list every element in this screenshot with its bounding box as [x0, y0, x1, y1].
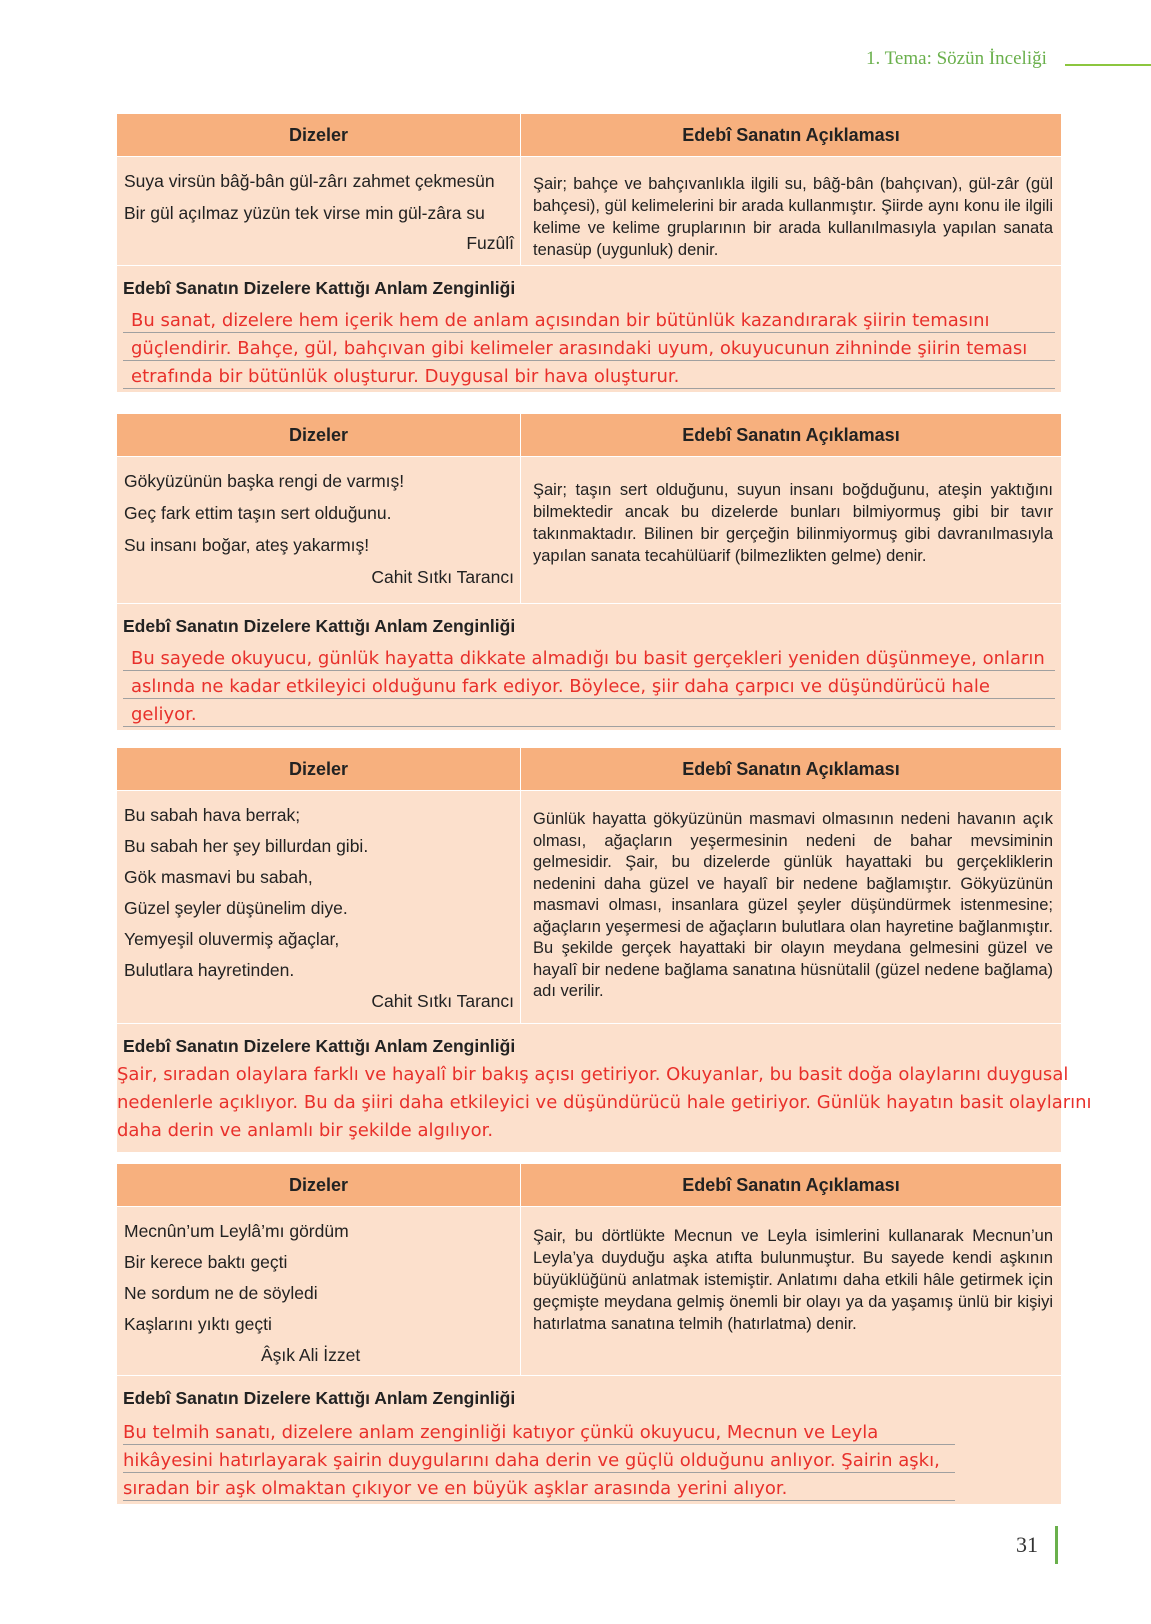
enrichment-section	[117, 604, 1061, 730]
header-rule	[1065, 64, 1151, 66]
explanation-cell: Şair; taşın sert olduğunu, suyun insanı boğduğunu, ateşin yaktığını bilmektedir ancak bu dizelerde bunları bilmiyormuş gibi bir tavır takınmaktadır. Bilinen bir gerçeğin bilinmiyormuş gibi davranılmasıyla yapılan sanata tecahülüarif (bilmezlikten gelme) denir.	[521, 457, 1061, 603]
answer-text[interactable]: Bu telmih sanatı, dizelere anlam zenginliği katıyor çünkü okuyucu, Mecnun ve Leyla hikâyesini hatırlayarak şairin duygularını daha derin ve güçlü olduğunu anlıyor. Şairin aşkı, sıradan bir aşk olmaktan çıkıyor ve en büyük aşklar arasında yerini alıyor.	[123, 1419, 955, 1503]
enrichment-section	[117, 266, 1061, 392]
explanation-header: Edebî Sanatın Açıklaması	[521, 748, 1061, 790]
explanation-cell: Şair; bahçe ve bahçıvanlıkla ilgili su, bâğ-bân (bahçıvan), gül-zâr (gül bahçesi), gül kelimelerini bir arada kullanmıştır. Şiirde aynı konu ile ilgili kelime ve kelime gruplarının bir arada kullanılmasıyla yapılan sanata tenasüp (uygunluk) denir.	[521, 157, 1061, 265]
chapter-title: 1. Tema: Sözün İnceliği	[866, 48, 1047, 69]
answer-text[interactable]: Bu sayede okuyucu, günlük hayatta dikkate almadığı bu basit gerçekleri yeniden düşünmeye, onların aslında ne kadar etkileyici olduğunu fark ediyor. Böylece, şiir daha çarpıcı ve düşündürücü hale geliyor.	[123, 645, 1055, 729]
verse-line: Su insanı boğar, ateş yakarmış!	[124, 535, 370, 555]
enrichment-section	[117, 1376, 1061, 1504]
verse-line: Gök masmavi bu sabah,	[124, 867, 313, 887]
verse-line: Gökyüzünün başka rengi de varmış!	[124, 471, 405, 491]
enrichment-title: Edebî Sanatın Dizelere Kattığı Anlam Zenginliği	[123, 1036, 516, 1056]
verse-line: Bir gül açılmaz yüzün tek virse min gül-zâra su	[124, 203, 485, 223]
verses-header: Dizeler	[117, 748, 520, 790]
verse-line: Suya virsün bâğ-bân gül-zârı zahmet çekmesün	[124, 171, 495, 191]
verses-header: Dizeler	[117, 414, 520, 456]
poet-name: Fuzûlî	[466, 233, 514, 253]
enrichment-section	[117, 1024, 1092, 1152]
verse-line: Bu sabah her şey billurdan gibi.	[124, 836, 369, 856]
answer-text[interactable]: Bu sanat, dizelere hem içerik hem de anlam açısından bir bütünlük kazandırarak şiirin temasını güçlendirir. Bahçe, gül, bahçıvan gibi kelimeler arasındaki uyum, okuyucunun zihninde şiirin teması etrafında bir bütünlük oluşturur. Duygusal bir hava oluşturur.	[123, 307, 1055, 391]
verses-cell	[117, 1207, 520, 1375]
explanation-header: Edebî Sanatın Açıklaması	[521, 114, 1061, 156]
analysis-block-2	[117, 414, 1061, 730]
verse-line: Güzel şeyler düşünelim diye.	[124, 898, 348, 918]
analysis-block-1	[117, 114, 1061, 392]
verse-line: Bu sabah hava berrak;	[124, 805, 301, 825]
verses-cell	[117, 791, 520, 1023]
verse-line: Bir kerece baktı geçti	[124, 1252, 288, 1272]
verses-header: Dizeler	[117, 1164, 520, 1206]
verse-line: Yemyeşil oluvermiş ağaçlar,	[124, 929, 340, 949]
explanation-cell: Günlük hayatta gökyüzünün masmavi olmasının nedeni havanın açık olması, ağaçların yeşermesinin nedeni de bahar mevsiminin gelmesidir. Şair, bu dizelerde günlük hayattaki bu gerçekliklerin nedenini daha güzel ve hayalî bir nedene bağlamıştır. Gökyüzünün masmavi olması, insanlara güzel şeyler düşündürmek istenmesine; ağaçların yeşermesi de ağaçların bulutlara olan hayretine bağlanmıştır. Bu şekilde gerçek hayattaki bir olayın meydana gelmesini güzel ve hayalî bir nedene bağlama sanatına hüsnütalil (güzel nedene bağlama) adı verilir.	[521, 791, 1061, 1023]
explanation-header: Edebî Sanatın Açıklaması	[521, 1164, 1061, 1206]
page-number-bar	[1055, 1526, 1058, 1564]
analysis-block-3	[117, 748, 1092, 1152]
enrichment-title: Edebî Sanatın Dizelere Kattığı Anlam Zenginliği	[123, 278, 516, 298]
enrichment-title: Edebî Sanatın Dizelere Kattığı Anlam Zenginliği	[123, 1388, 516, 1408]
page-number: 31	[1016, 1532, 1038, 1557]
verses-cell	[117, 157, 520, 265]
poet-name: Âşık Ali İzzet	[261, 1345, 361, 1365]
verse-line: Ne sordum ne de söyledi	[124, 1283, 318, 1303]
verses-cell	[117, 457, 520, 603]
verses-header: Dizeler	[117, 114, 520, 156]
explanation-header: Edebî Sanatın Açıklaması	[521, 414, 1061, 456]
poet-name: Cahit Sıtkı Tarancı	[371, 991, 514, 1011]
answer-text[interactable]: Şair, sıradan olaylara farklı ve hayalî bir bakış açısı getiriyor. Okuyanlar, bu basit doğa olaylarını duygusal nedenlerle açıklıyor. Bu da şiiri daha etkileyici ve düşündürücü hale getiriyor. Günlük hayatın basit olaylarını daha derin ve anlamlı bir şekilde algılıyor.	[117, 1064, 1092, 1141]
explanation-cell: Şair, bu dörtlükte Mecnun ve Leyla isimlerini kullanarak Mecnun’un Leyla’ya duyduğu aşka atıfta bulunmuştur. Bu sayede kendi aşkının büyüklüğünü anlatmak istemiştir. Anlatımı daha etkili hâle getirmek için geçmişte meydana gelmiş önemli bir olayı ya da yaşamış ünlü bir kişiyi hatırlatma sanatına telmih (hatırlatma) denir.	[521, 1207, 1061, 1375]
poet-name: Cahit Sıtkı Tarancı	[371, 567, 514, 587]
verse-line: Mecnûn’um Leylâ’mı gördüm	[124, 1221, 349, 1241]
enrichment-title: Edebî Sanatın Dizelere Kattığı Anlam Zenginliği	[123, 616, 516, 636]
analysis-block-4	[117, 1164, 1061, 1504]
verse-line: Bulutlara hayretinden.	[124, 960, 295, 980]
verse-line: Geç fark ettim taşın sert olduğunu.	[124, 503, 392, 523]
verse-line: Kaşlarını yıktı geçti	[124, 1314, 272, 1334]
